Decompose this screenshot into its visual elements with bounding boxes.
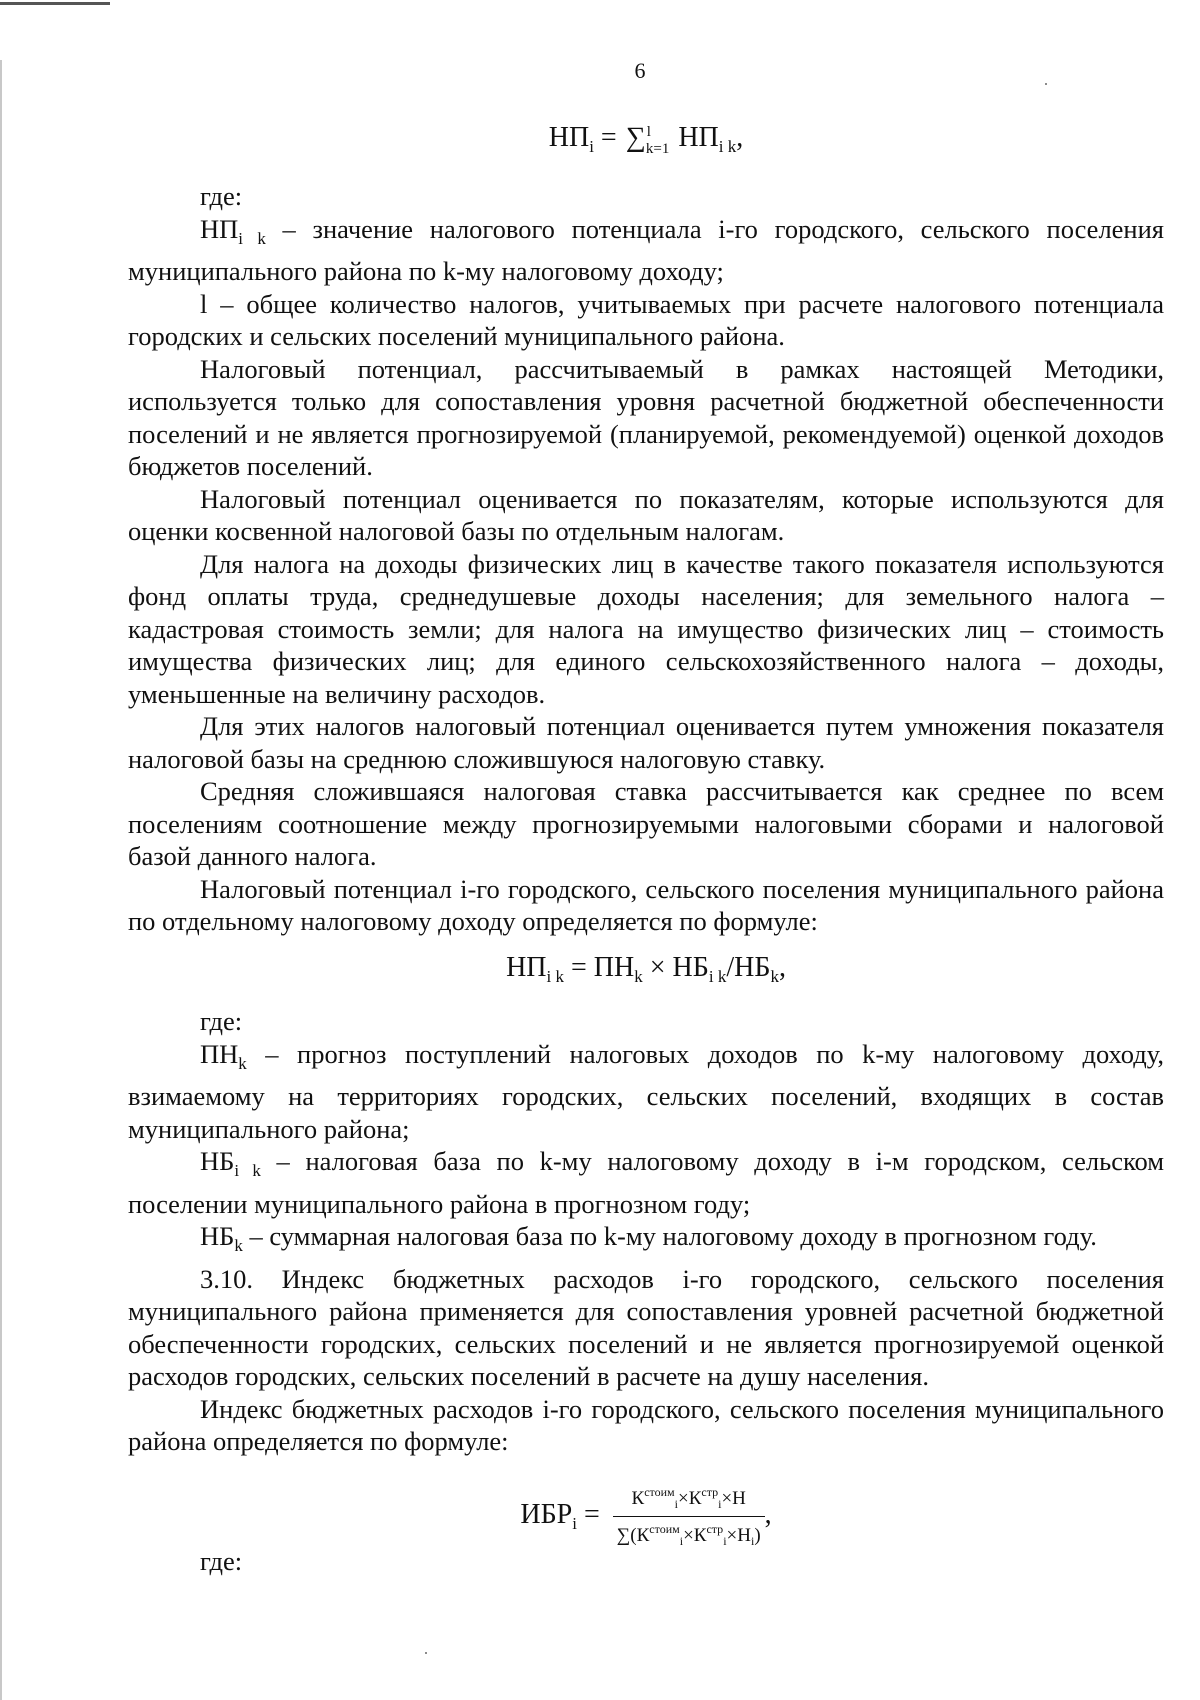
where-label: где: bbox=[200, 1006, 243, 1036]
scan-artifact-left-edge bbox=[0, 60, 2, 1700]
page-number: 6 bbox=[634, 58, 646, 83]
definition-nb-k: $НБ_k$ – суммарная налоговая база по k-му налоговому доходу в прогнозном году. bbox=[200, 1221, 1097, 1255]
where-label: где: bbox=[200, 1546, 243, 1576]
text-block-2 bbox=[128, 1005, 1164, 1458]
fraction-numerator: $К^{стоим}_i\times К^{стр}_i\times Н$ bbox=[613, 1480, 765, 1517]
where-label: где: bbox=[200, 181, 243, 211]
paragraph: Для этих налогов налоговый потенциал оценивается путем умножения показателя налоговой базы на среднюю сложившуюся налоговую ставку. bbox=[128, 711, 1164, 774]
definition-pn-k: $ПН_k$ – прогноз поступлений налоговых доходов по k-му налоговому доходу, взимаемому на территориях городских, сельских поселений, входящих в состав муниципального района; bbox=[128, 1038, 1164, 1144]
paragraph: Индекс бюджетных расходов i-го городского, сельского поселения муниципального района определяется по формуле: bbox=[128, 1393, 1164, 1456]
fraction-denominator: $\sum(К^{стоим}_i\times К^{стр}_i\times Н_i)$ bbox=[616, 1522, 761, 1548]
paragraph-3-10: 3.10. Индекс бюджетных расходов i-го городского, сельского поселения муниципального района применяется для сопоставления уровней расчетной бюджетной обеспеченности городских, сельских поселений и не является прогнозируемой оценкой расходов городских, сельских поселений в расчете на душу населения. bbox=[128, 1263, 1164, 1391]
fraction bbox=[613, 1480, 765, 1553]
scan-artifact-top-line bbox=[0, 2, 110, 5]
formula-budget-expense-index: $ИБР_i$ = $\frac{К^{стоим}_i\times К^{стр}_i\times Н}{\sum(К^{стоим}_i\times К^{стр}_i\times Н_i)}$ , bbox=[128, 1480, 1164, 1553]
text-block-1 bbox=[128, 180, 1164, 938]
paragraph: Средняя сложившаяся налоговая ставка рассчитывается как среднее по всем поселениям соотношение между прогнозируемыми налоговыми сборами и налоговой базой данного налога. bbox=[128, 776, 1164, 871]
paragraph: Для налога на доходы физических лиц в качестве такого показателя используются фонд оплаты труда, среднедушевые доходы населения; для земельного налога – кадастровая стоимость земли; для налога на имущество физических лиц – стоимость имущества физических лиц; для единого сельскохозяйственного налога – доходы, уменьшенные на величину расходов. bbox=[128, 548, 1164, 709]
paragraph: Налоговый потенциал оценивается по показателям, которые используются для оценки косвенной налоговой базы по отдельным налогам. bbox=[128, 483, 1164, 546]
definition-np-ik: $НП_{i k}$ – значение налогового потенциала i-го городского, сельского поселения муниципального района по k-му налоговому доходу; bbox=[128, 213, 1164, 286]
definition-l: l – общее количество налогов, учитываемых при расчете налогового потенциала городских и сельских поселений муниципального района. bbox=[128, 288, 1164, 351]
formula-tax-potential-by-income: $НП_{i k} = ПН_k \times НБ_{i k}/НБ_k$, bbox=[506, 952, 786, 986]
formula-tax-potential-sum: $НП_i = \sum^l_{k=1}$ $НП_{i k}$, bbox=[548, 122, 744, 157]
text-block-3 bbox=[128, 1545, 1164, 1578]
scan-speck bbox=[425, 1652, 427, 1654]
paragraph: Налоговый потенциал, рассчитываемый в рамках настоящей Методики, используется только для сопоставления уровня расчетной бюджетной обеспеченности поселений и не является прогнозируемой (планируемой, рекомендуемой) оценкой доходов бюджетов поселений. bbox=[128, 353, 1164, 481]
definition-nb-ik: $НБ_{i k}$ – налоговая база по k-му налоговому доходу в i-м городском, сельском поселении муниципального района в прогнозном году; bbox=[128, 1146, 1164, 1219]
paragraph: Налоговый потенциал i-го городского, сельского поселения муниципального района по отдельному налоговому доходу определяется по формуле: bbox=[128, 873, 1164, 936]
